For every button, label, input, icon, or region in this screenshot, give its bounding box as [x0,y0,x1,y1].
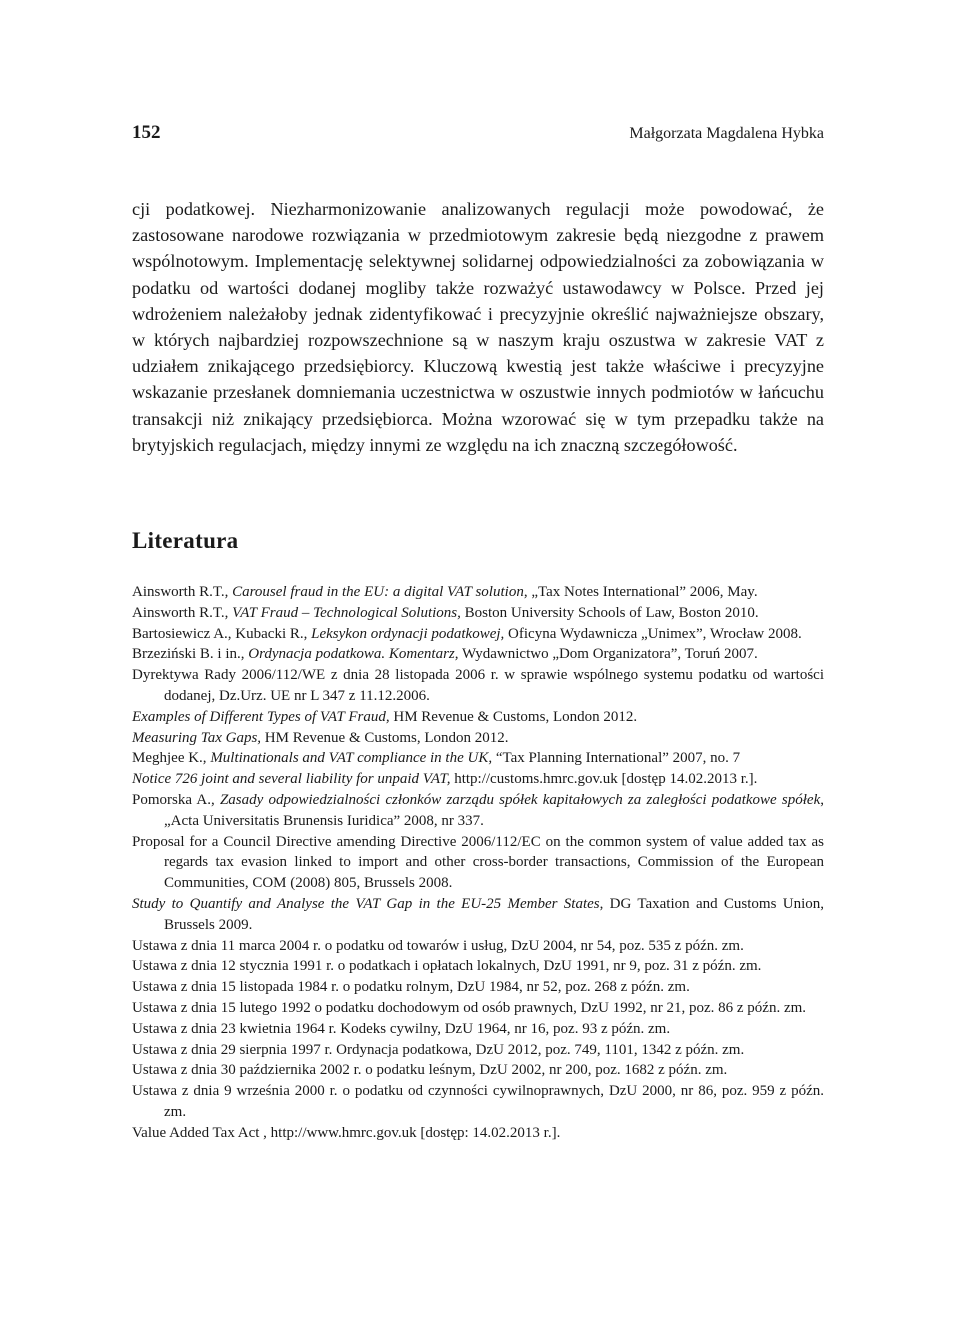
bibliography-entry-pre: Ustawa z dnia 9 września 2000 r. o podatku od czynności cywilnoprawnych, DzU 2000, nr 86, poz. 959 z późn. zm. [132,1083,824,1120]
page-number: 152 [132,122,161,143]
bibliography-entry [132,977,824,998]
bibliography-entry-pre: Ustawa z dnia 29 sierpnia 1997 r. Ordynacja podatkowa, DzU 2012, poz. 749, 1101, 1342 z późn. zm. [132,1041,745,1058]
bibliography-entry-post: HM Revenue & Customs, London 2012. [389,708,638,725]
bibliography-entry-pre: Value Added Tax Act , http://www.hmrc.gov.uk [dostęp: 14.02.2013 r.]. [132,1124,561,1141]
running-header-author: Małgorzata Magdalena Hybka [629,125,824,142]
bibliography-entry-pre: Ustawa z dnia 15 listopada 1984 r. o podatku rolnym, DzU 1984, nr 52, poz. 268 z późn. zm. [132,979,690,996]
bibliography-entry [132,582,824,603]
bibliography-entry [132,1019,824,1040]
bibliography-entry [132,832,824,894]
bibliography-entry-pre: Ustawa z dnia 30 października 2002 r. o podatku leśnym, DzU 2002, nr 200, poz. 1682 z późn. zm. [132,1062,728,1079]
bibliography-entry [132,936,824,957]
bibliography-entry-italic: Study to Quantify and Analyse the VAT Gap in the EU-25 Member States [132,895,600,912]
bibliography-entry-pre: Proposal for a Council Directive amending Directive 2006/112/EC on the common system of value added tax as regards tax evasion linked to import and other cross-border transactions, Commission of the European Communities, COM (2008) 805, Brussels 2008. [132,833,824,892]
bibliography-entry-italic: Zasady odpowiedzialności członków zarządu spółek kapitałowych za zaległości podatkowe spółek [219,792,821,808]
body-paragraph: cji podatkowej. Niezharmonizowanie analizowanych regulacji może powodować, że zastosowane narodowe rozwiązania w przedmiotowym zakresie będą niezgodne z prawem wspólnotowym. Implementację selektywnej solidarnej odpowiedzialności za zobowiązania w podatku od wartości dodanej mogliby także rozważyć ustawodawcy w Polsce. Przed jej wdrożeniem należałoby jednak zidentyfikować i precyzyjnie określić najważniejsze obszary, w których najbardziej rozpowszechnione są w naszym kraju oszustwa w zakresie VAT z udziałem znikającego przedsiębiorcy. Kluczową kwestią jest także właściwe i precyzyjne wskazanie przesłanek domniemania uczestnictwa w oszustwie innych podmiotów w łańcuchu transakcji niż znikający przedsiębiorca. Można wzorować się w tym przepadku także na brytyjskich regulacjach, między innymi ze względu na ich znaczną szczegółowość. [132,199,824,455]
bibliography-entry [132,998,824,1019]
bibliography-entry [132,644,824,665]
bibliography-entry-pre: Ustawa z dnia 12 stycznia 1991 r. o podatkach i opłatach lokalnych, DzU 1991, nr 9, poz. 31 z późn. zm. [132,958,762,975]
running-header [132,122,824,152]
bibliography-entry [132,790,824,832]
bibliography-entry [132,707,824,728]
bibliography-entry [132,603,824,624]
bibliography-entry-post: , „Acta Universitatis Brunensis Iuridica” 2008, nr 337. [164,792,824,829]
bibliography-entry-pre: Ustawa z dnia 11 marca 2004 r. o podatku od towarów i usług, DzU 2004, nr 54, poz. 535 z późn. zm. [132,937,744,954]
bibliography-entry-pre: Ainsworth R.T., [132,584,233,601]
document-page [132,122,824,1144]
bibliography-entry-pre: Dyrektywa Rady 2006/112/WE z dnia 28 listopada 2006 r. w sprawie wspólnego systemu podatku od wartości dodanej, Dz.Urz. UE nr L 347 z 11.12.2006. [132,667,824,705]
bibliography-entry [132,1081,824,1123]
bibliography-entry [132,956,824,977]
bibliography-entry-post: “Tax Planning International” 2007, no. 7 [492,750,741,767]
bibliography-entry-post: , DG Taxation and Customs Union, Brussels 2009. [164,895,824,933]
bibliography-entry-italic: Notice 726 joint and several liability for unpaid VAT, [132,771,451,788]
bibliography-entry [132,769,824,790]
bibliography-entry-italic: Multinationals and VAT compliance in the UK, [210,750,493,767]
bibliography-entry-pre: Bartosiewicz A., Kubacki R., [132,625,312,642]
bibliography-entry-pre: Ustawa z dnia 23 kwietnia 1964 r. Kodeks cywilny, DzU 1964, nr 16, poz. 93 z późn. zm. [132,1020,671,1037]
bibliography-entry [132,665,824,707]
bibliography-list [132,582,824,1144]
section-title: Literatura [132,528,239,554]
bibliography-entry [132,1060,824,1081]
bibliography-entry-italic: VAT Fraud – Technological Solutions, [232,604,461,621]
bibliography-entry-post: , „Tax Notes International” 2006, May. [523,584,758,601]
bibliography-entry-post: Oficyna Wydawnicza „Unimex”, Wrocław 2008. [504,625,802,642]
bibliography-entry-pre: Pomorska A., [132,792,220,808]
bibliography-entry [132,624,824,645]
bibliography-entry-post: Boston University Schools of Law, Boston 2010. [460,604,759,621]
bibliography-entry-italic: Carousel fraud in the EU: a digital VAT solution [232,584,524,601]
bibliography-entry-post: HM Revenue & Customs, London 2012. [261,729,509,746]
bibliography-entry [132,1040,824,1061]
bibliography-entry [132,748,824,769]
bibliography-entry-italic: Leksykon ordynacji podatkowej, [311,625,505,642]
bibliography-entry-italic: Examples of Different Types of VAT Fraud, [132,708,390,725]
bibliography-entry-italic: Ordynacja podatkowa. Komentarz, [248,646,459,663]
bibliography-entry-pre: Ustawa z dnia 15 lutego 1992 o podatku dochodowym od osób prawnych, DzU 1992, nr 21, poz. 86 z późn. zm. [132,999,807,1016]
bibliography-entry-post: Wydawnictwo „Dom Organizatora”, Toruń 2007. [458,646,758,663]
bibliography-entry-pre: Brzeziński B. i in., [132,646,249,663]
bibliography-entry [132,894,824,936]
bibliography-entry [132,728,824,749]
bibliography-entry-pre: Meghjee K., [132,750,211,767]
bibliography-entry [132,1123,824,1144]
bibliography-entry-pre: Ainsworth R.T., [132,604,233,621]
bibliography-entry-italic: Measuring Tax Gaps, [132,729,262,746]
bibliography-entry-post: http://customs.hmrc.gov.uk [dostęp 14.02.2013 r.]. [450,771,758,788]
